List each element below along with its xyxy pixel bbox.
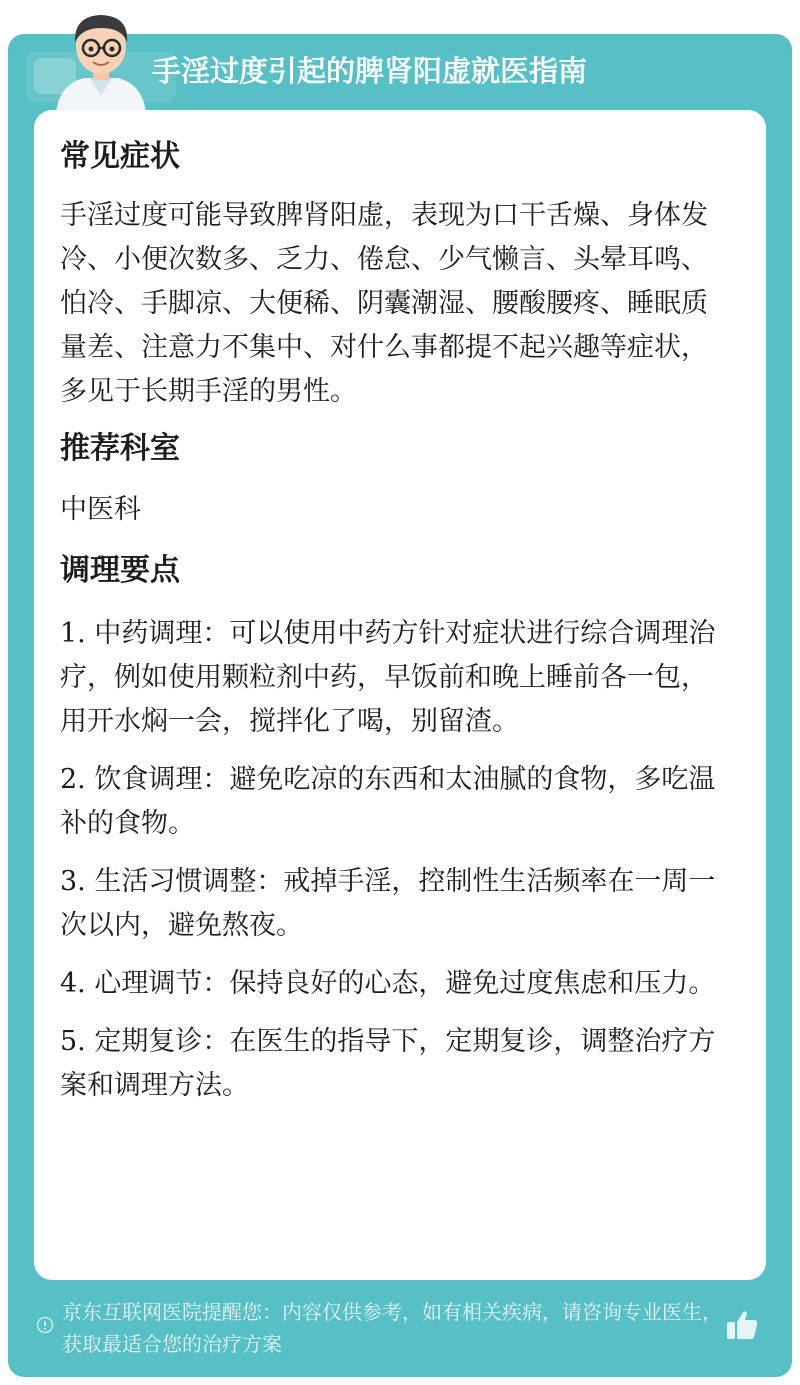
care-heading: 调理要点 bbox=[60, 553, 180, 588]
care-point-text: 饮食调理：避免吃凉的东西和太油腻的食物，多吃温补的食物。 bbox=[60, 764, 716, 839]
symptoms-text: 手淫过度可能导致脾肾阳虚，表现为口干舌燥、身体发冷、小便次数多、乏力、倦怠、少气懒言、头晕耳鸣、怕冷、手脚凉、大便稀、阴囊潮湿、腰酸腰疼、睡眠质量差、注意力不集中、对什么事都提不起兴趣等症状，多见于长期手淫的男性。 bbox=[60, 200, 708, 407]
care-point-text: 生活习惯调整：戒掉手淫，控制性生活频率在一周一次以内，避免熬夜。 bbox=[60, 866, 716, 941]
symptoms-heading: 常见症状 bbox=[60, 139, 180, 174]
care-point-number: 3. bbox=[60, 866, 86, 897]
care-point bbox=[60, 1020, 724, 1108]
care-point-number: 1. bbox=[60, 618, 86, 649]
disclaimer-text: 京东互联网医院提醒您：内容仅供参考，如有相关疾病，请咨询专业医生，获取最适合您的治疗方案 bbox=[62, 1300, 722, 1356]
care-point-number: 4. bbox=[60, 968, 86, 999]
care-point-text: 定期复诊：在医生的指导下，定期复诊，调整治疗方案和调理方法。 bbox=[60, 1026, 716, 1101]
doctor-avatar bbox=[46, 6, 156, 112]
care-point-number: 2. bbox=[60, 764, 86, 795]
thumbs-up-icon[interactable] bbox=[724, 1308, 760, 1342]
page-title: 手淫过度引起的脾肾阳虚就医指南 bbox=[152, 54, 588, 88]
content-body bbox=[60, 132, 724, 1122]
care-point-text: 中药调理：可以使用中药方针对症状进行综合调理治疗，例如使用颗粒剂中药，早饭前和晚上睡前各一包，用开水焖一会，搅拌化了喝，别留渣。 bbox=[60, 618, 716, 737]
department-text: 中医科 bbox=[60, 494, 141, 525]
care-point-text: 心理调节：保持良好的心态，避免过度焦虑和压力。 bbox=[85, 968, 716, 999]
care-point bbox=[60, 758, 724, 846]
content-card bbox=[34, 110, 766, 1280]
care-point-number: 5. bbox=[60, 1026, 86, 1057]
info-icon bbox=[36, 1316, 54, 1334]
care-point bbox=[60, 612, 724, 744]
care-point bbox=[60, 860, 724, 948]
department-heading: 推荐科室 bbox=[60, 431, 180, 466]
disclaimer-footer bbox=[34, 1296, 766, 1360]
care-point bbox=[60, 962, 724, 1006]
